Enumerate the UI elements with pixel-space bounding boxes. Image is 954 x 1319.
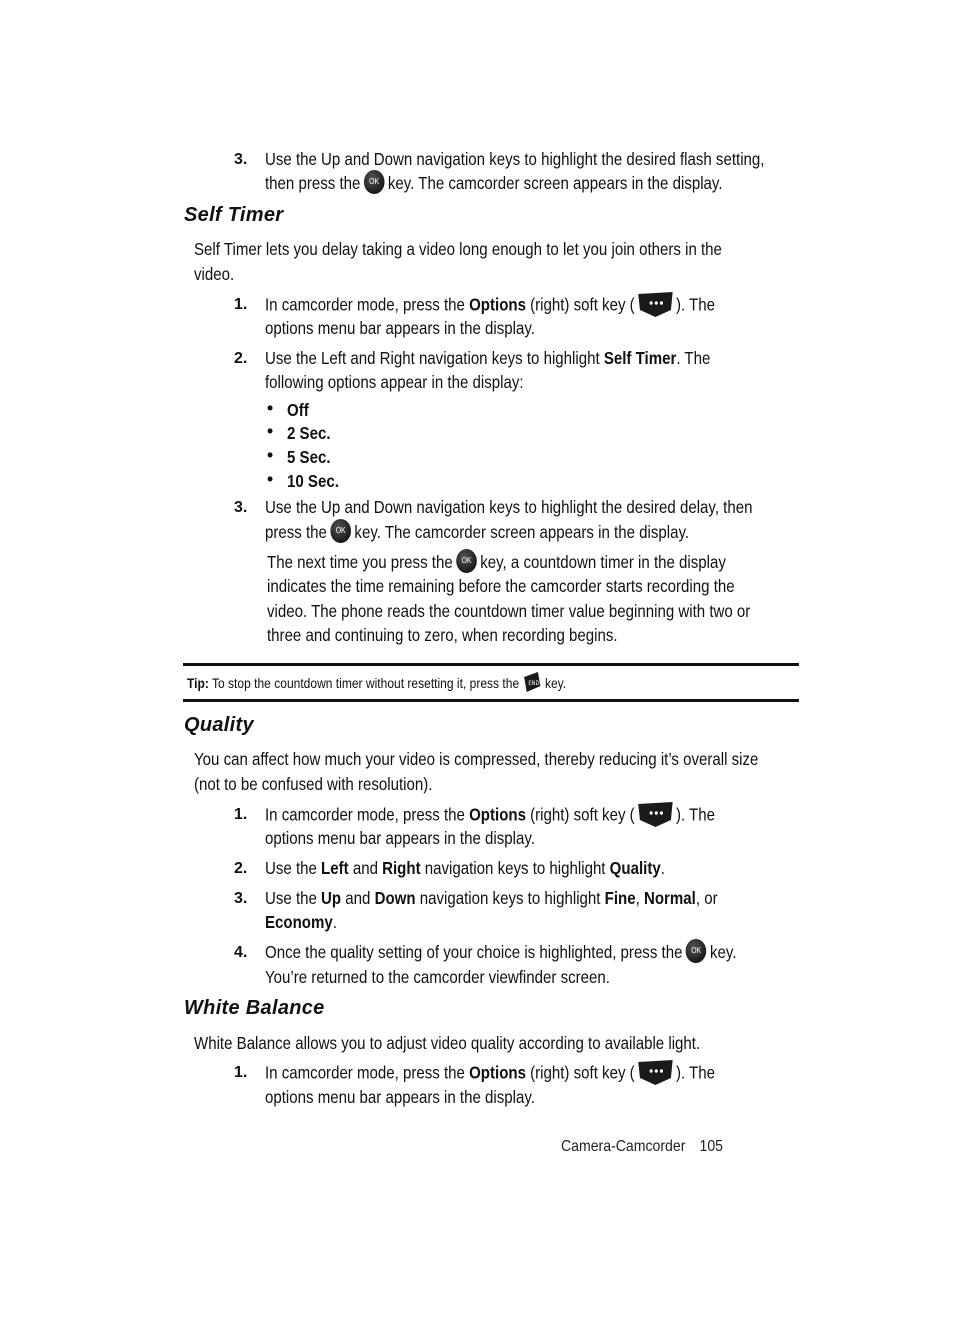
step-text: [265, 856, 665, 881]
right-soft-key-icon: [636, 1058, 674, 1086]
tip-label: Tip:: [187, 675, 209, 691]
step-text: [265, 171, 723, 196]
bullet: •: [267, 398, 274, 418]
note-text: three and continuing to zero, when recording begins.: [267, 625, 618, 645]
svg-text:END: END: [528, 681, 540, 688]
option-item: 10 Sec.: [287, 471, 339, 491]
options-label: Options: [469, 1062, 526, 1083]
ok-key-icon: OK: [686, 939, 707, 963]
step-text: [265, 910, 337, 935]
step-text: Use the Up and Down navigation keys to highlight the desired delay, then: [265, 497, 753, 517]
step-text-part: .: [332, 912, 337, 932]
bullet: •: [267, 445, 274, 465]
step-text-part: In camcorder mode, press the: [265, 294, 470, 315]
step-text: [265, 147, 764, 172]
ok-key-icon: OK: [364, 170, 385, 194]
step-text: options menu bar appears in the display.: [265, 318, 535, 338]
paragraph: (not to be confused with resolution).: [194, 774, 433, 794]
step-text-part: key.: [709, 942, 737, 962]
step-text: You’re returned to the camcorder viewfinder screen.: [265, 967, 610, 987]
step-text-line: key. The camcorder screen appears in the display.: [387, 173, 723, 193]
page-number: 105: [699, 1138, 723, 1155]
step-number: 1.: [234, 1064, 248, 1081]
step-number: 2.: [234, 860, 248, 877]
tip-text-part: To stop the countdown timer without resetting it, press the: [208, 675, 520, 691]
step-text-part: . The: [676, 348, 711, 368]
step-text: [265, 346, 710, 371]
step-text-line: then press the: [265, 173, 361, 193]
tip-top-rule: [183, 663, 799, 666]
step-text-part: Use the Left and Right navigation keys to highlight: [265, 348, 604, 368]
bold-term: Left: [321, 858, 349, 878]
self-timer-label: Self Timer: [603, 348, 677, 368]
step-text-part: ,: [635, 888, 644, 908]
step-number: 3.: [234, 890, 248, 907]
bold-term: Up: [321, 888, 342, 908]
tip-text-part: key.: [544, 675, 567, 691]
note-text: indicates the time remaining before the camcorder starts recording the: [267, 576, 735, 596]
step-number: 1.: [234, 806, 248, 823]
step-number: 3.: [234, 499, 248, 516]
step-text: [265, 940, 736, 965]
section-heading-self-timer: Self Timer: [184, 204, 284, 226]
footer-section: Camera-Camcorder: [561, 1138, 686, 1155]
step-text-part: Use the: [265, 858, 322, 878]
step-text-part: ). The: [675, 1062, 715, 1083]
step-text-part: , or: [695, 888, 718, 908]
bold-term: Right: [382, 858, 421, 878]
bold-term: Down: [374, 888, 416, 908]
option-item: 5 Sec.: [287, 447, 331, 467]
options-label: Options: [469, 804, 526, 825]
step-text-part: In camcorder mode, press the: [265, 804, 470, 825]
step-text-part: (right) soft key (: [525, 804, 635, 825]
step-text-part: Once the quality setting of your choice is highlighted, press the: [265, 942, 683, 962]
right-soft-key-icon: [636, 290, 674, 318]
step-text-part: and: [341, 888, 375, 908]
end-key-icon: [523, 671, 542, 693]
note-text-part: key, a countdown timer in the display: [480, 552, 726, 572]
step-text: options menu bar appears in the display.: [265, 1087, 535, 1107]
step-text-part: .: [660, 858, 665, 878]
step-number: 4.: [234, 944, 248, 961]
step-text: following options appear in the display:: [265, 372, 524, 392]
step-text: [265, 886, 718, 911]
note-text: [267, 550, 726, 575]
section-heading-quality: Quality: [184, 714, 254, 736]
step-text-part: (right) soft key (: [525, 294, 635, 315]
step-text-part: and: [348, 858, 383, 878]
paragraph: video.: [194, 264, 235, 284]
step-number: 1.: [234, 296, 248, 313]
step-text-part: ). The: [675, 294, 715, 315]
option-item: 2 Sec.: [287, 423, 331, 443]
paragraph: You can affect how much your video is compressed, thereby reducing it’s overall size: [194, 749, 759, 769]
step-text-part: navigation keys to highlight: [415, 888, 605, 908]
tip-bottom-rule: [183, 699, 799, 702]
bold-term: Quality: [609, 858, 661, 878]
note-text: video. The phone reads the countdown timer value beginning with two or: [267, 601, 751, 621]
paragraph: White Balance allows you to adjust video quality according to available light.: [194, 1033, 701, 1053]
bullet: •: [267, 421, 274, 441]
ok-key-icon: OK: [456, 549, 477, 573]
bullet: •: [267, 469, 274, 489]
page-footer: [561, 1138, 723, 1156]
bold-term: Normal: [643, 888, 696, 908]
note-text-part: The next time you press the: [267, 552, 453, 572]
section-heading-white-balance: White Balance: [184, 997, 325, 1019]
step-text-part: Use the: [265, 888, 322, 908]
bold-term: Economy: [265, 912, 333, 932]
options-label: Options: [469, 294, 526, 315]
ok-key-icon: OK: [330, 519, 351, 543]
tip-text: [187, 673, 566, 695]
bold-term: Fine: [604, 888, 636, 908]
right-soft-key-icon: [636, 800, 674, 828]
step-text-part: In camcorder mode, press the: [265, 1062, 470, 1083]
step-text-part: key. The camcorder screen appears in the display.: [354, 522, 690, 542]
step-text: [265, 1060, 715, 1088]
paragraph: Self Timer lets you delay taking a video long enough to let you join others in the: [194, 239, 722, 259]
step-text: options menu bar appears in the display.: [265, 828, 535, 848]
step-text-part: press the: [265, 522, 327, 542]
step-number: 3.: [234, 151, 248, 168]
option-item: Off: [287, 400, 309, 420]
step-text-part: ). The: [675, 804, 715, 825]
step-text-part: (right) soft key (: [525, 1062, 635, 1083]
step-text-line: Use the Up and Down navigation keys to highlight the desired flash setting,: [265, 149, 765, 169]
step-text-part: navigation keys to highlight: [420, 858, 610, 878]
step-number: 2.: [234, 350, 248, 367]
step-text: [265, 520, 689, 545]
